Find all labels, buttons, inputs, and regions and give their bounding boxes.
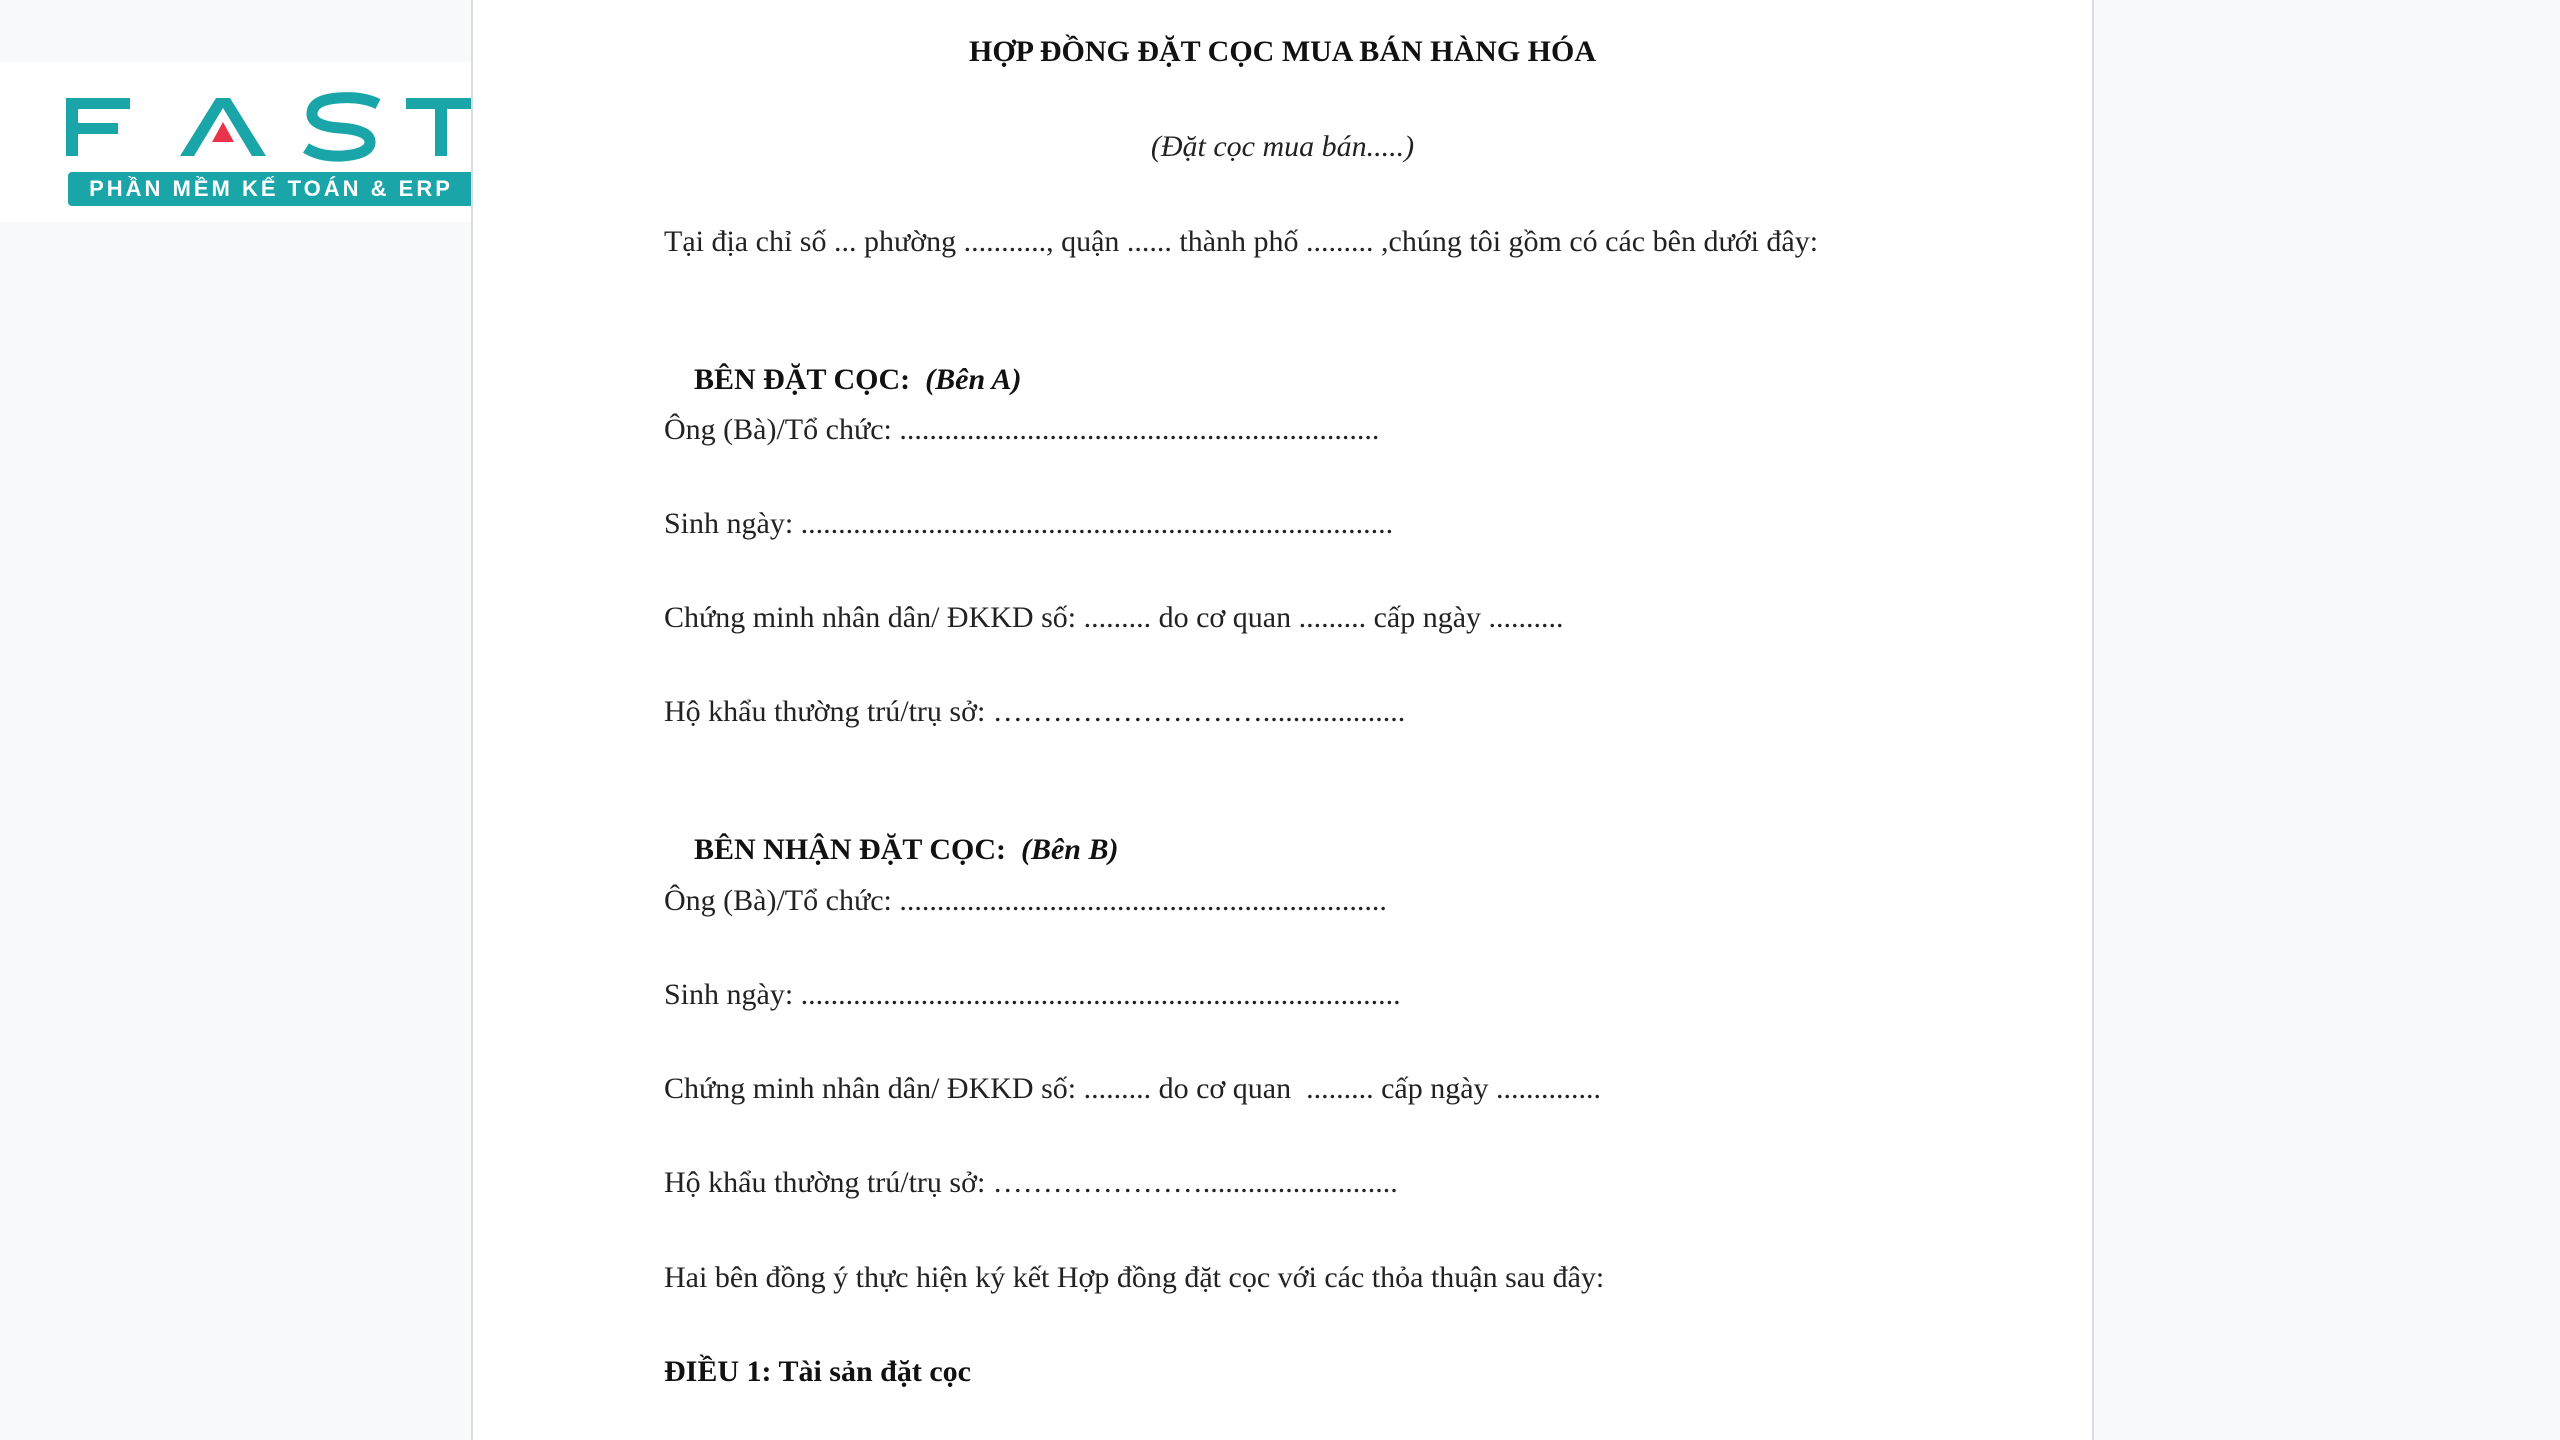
party-b-address-line: Hộ khẩu thường trú/trụ sở: ………………….......................... [664,1166,1398,1199]
logo-tagline: PHẦN MỀM KẾ TOÁN & ERP [68,172,474,206]
party-a-id-line: Chứng minh nhân dân/ ĐKKD số: ......... do cơ quan ......... cấp ngày .......... [664,601,1564,634]
party-b-id-line: Chứng minh nhân dân/ ĐKKD số: ......... do cơ quan ......... cấp ngày .............. [664,1072,1602,1105]
party-a-address-line: Hộ khẩu thường trú/trụ sở: ………………………................... [664,695,1406,728]
article-1-heading-text: ĐIỀU 1: Tài sản đặt cọc [664,1355,971,1388]
party-a-name-line: Ông (Bà)/Tổ chức: ................................................................ [664,413,1380,446]
fast-logo-wordmark [66,84,476,170]
party-a-heading-text: BÊN ĐẶT CỌC: [694,363,911,396]
article-1-heading [664,1350,971,1394]
party-b-name-line: Ông (Bà)/Tổ chức: ................................................................. [664,884,1387,917]
document-title: HỢP ĐỒNG ĐẶT CỌC MUA BÁN HÀNG HÓA [969,35,1596,68]
party-a-heading-tag: (Bên A) [925,363,1022,396]
agreement-line: Hai bên đồng ý thực hiện ký kết Hợp đồng đặt cọc với các thỏa thuận sau đây: [664,1261,1605,1294]
intro-line: Tại địa chỉ số ... phường ..........., quận ...... thành phố ......... ,chúng tôi gồm có các bên dưới đây: [664,225,1819,258]
document-subtitle: (Đặt cọc mua bán.....) [1150,130,1415,163]
party-b-dob-line: Sinh ngày: ................................................................................ [664,978,1401,1011]
logo [0,62,530,222]
party-b-heading-text: BÊN NHẬN ĐẶT CỌC: [694,833,1006,866]
document-page [471,0,2094,1440]
party-b-heading-tag: (Bên B) [1020,833,1119,866]
party-a-dob-line: Sinh ngày: ............................................................................... [664,507,1394,540]
